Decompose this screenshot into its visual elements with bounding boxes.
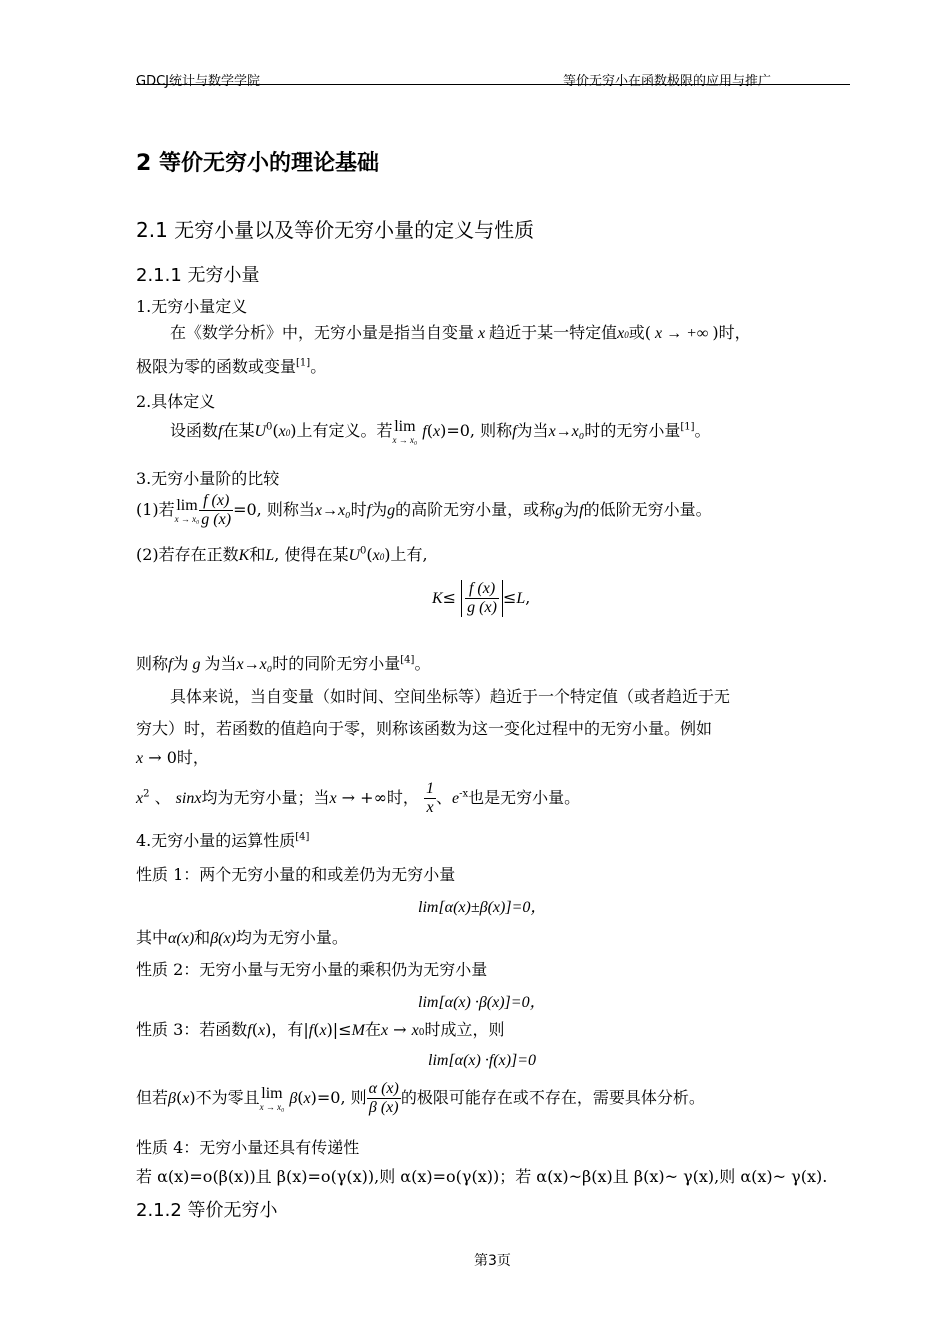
p3-item2: (2)若存在正数K和L, 使得在某$U^0(x0)$上有,: [136, 545, 428, 564]
p3-item1: (1)若 lim x → x₀ $\frac{f (x)}{g (x)}$ =0, 则称当x→x₀时f为g的高阶无穷小量，或称g为f的低阶无穷小量。: [136, 492, 712, 528]
subsection-title-1: 2.1.1 无穷小量: [136, 265, 260, 286]
property-1: 性质 1：两个无穷小量的和或差仍为无穷小量: [136, 865, 456, 884]
property-1-after: 其中α(x)和β(x)均为无穷小量。: [136, 928, 348, 947]
p2-definition: 设函数f在某$U^0(x0)$上有定义。若 lim x → x₀ f(x)=0, 则称f为当x→x₀时的无穷小量[1]。: [170, 417, 711, 445]
p1-line1: 在《数学分析》中，无穷小量是指当自变量 x 趋近于某一特定值x0或( x → +∞ )时，: [170, 323, 751, 342]
desc-line-2: 穷大）时，若函数的值趋向于零，则称该函数为这一变化过程中的无穷小量。例如: [136, 719, 713, 738]
chapter-title: 2 等价无穷小的理论基础: [136, 151, 379, 176]
property-1-formula: lim[α(x)±β(x)]=0，: [418, 899, 547, 916]
property-2-formula: lim[α(x) ·β(x)]=0，: [418, 994, 546, 1011]
p3-label: 3.无穷小量阶的比较: [136, 469, 280, 488]
section-title: 2.1 无穷小量以及等价无穷小量的定义与性质: [136, 218, 535, 242]
p4-label: 4.无穷小量的运算性质[4]: [136, 831, 310, 850]
header-rule: [136, 84, 850, 85]
examples-line: $x^2$ 、 sinx均为无穷小量；当x → +∞时， $\frac{1}{x}$ 、$e^{-x}$也是无穷小量。: [136, 780, 581, 816]
page-number: 第3页: [474, 1253, 511, 1269]
p3-after: 则称f为 g 为当x→x₀时的同阶无穷小量[4]。: [136, 654, 431, 673]
property-4-line: 若 α(x)=o(β(x))且 β(x)=o(γ(x)),则 α(x)=o(γ(x))；若 α(x)~β(x)且 β(x)~ γ(x),则 α(x)~ γ(x).: [136, 1167, 828, 1186]
desc-line-3: x → 0时，: [136, 748, 209, 767]
header-right: 等价无穷小在函数极限的应用与推广: [563, 74, 772, 89]
p1-line2: 极限为零的函数或变量[1]。: [136, 357, 327, 376]
p2-label: 2.具体定义: [136, 392, 216, 411]
p1-label: 1.无穷小量定义: [136, 297, 248, 316]
property-3-after: 但若β(x)不为零且 lim x → x₀ β(x)=0, 则 $\frac{\alpha (x)}{\beta (x)}$ 的极限可能存在或不存在，需要具体分析。: [136, 1080, 705, 1116]
property-2: 性质 2：无穷小量与无穷小量的乘积仍为无穷小量: [136, 960, 488, 979]
desc-line-1: 具体来说，当自变量（如时间、空间坐标等）趋近于一个特定值（或者趋近于无: [170, 687, 731, 706]
subsection-title-2: 2.1.2 等价无穷小: [136, 1200, 278, 1221]
property-3: 性质 3：若函数f(x)，有|f(x)|≤M在x → x0时成立，则: [136, 1020, 505, 1039]
header-left: GDCJ统计与数学学院: [136, 74, 260, 89]
p3-inequality: K≤ $\frac{f (x)}{g (x)}$ ≤L,: [432, 580, 531, 616]
property-3-formula: lim[α(x) ·f(x)]=0: [428, 1052, 537, 1069]
property-4: 性质 4：无穷小量还具有传递性: [136, 1138, 360, 1157]
